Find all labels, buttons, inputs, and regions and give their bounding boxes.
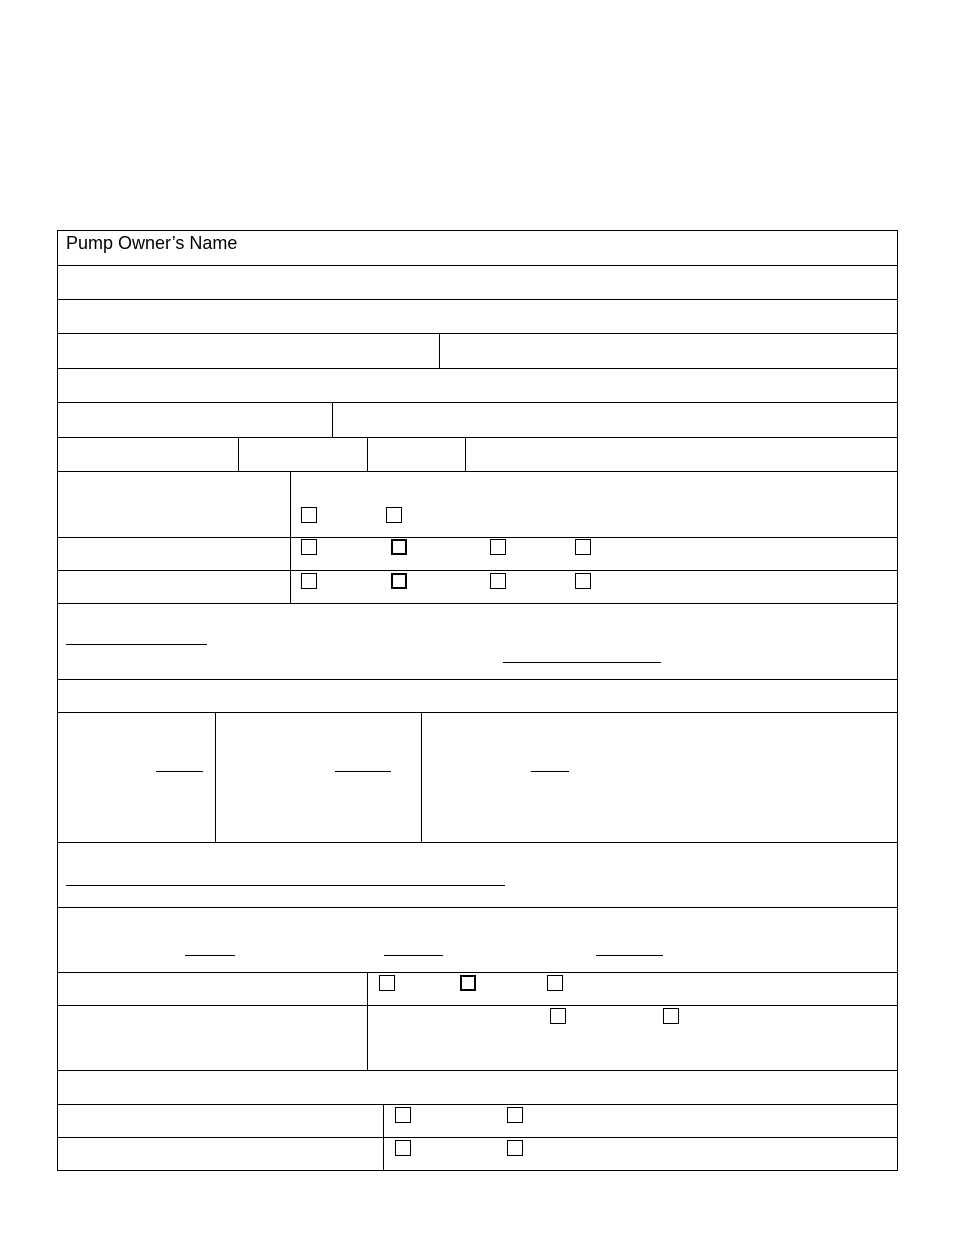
row-divider bbox=[57, 402, 898, 403]
checkbox[interactable] bbox=[550, 1008, 566, 1024]
checkbox[interactable] bbox=[507, 1107, 523, 1123]
checkbox[interactable] bbox=[460, 975, 476, 991]
row-divider bbox=[57, 1137, 898, 1138]
checkbox[interactable] bbox=[391, 539, 407, 555]
row-divider bbox=[57, 1104, 898, 1105]
column-divider bbox=[383, 1104, 384, 1171]
row-divider bbox=[57, 368, 898, 369]
blank-line bbox=[384, 955, 443, 956]
column-divider bbox=[421, 712, 422, 842]
checkbox[interactable] bbox=[391, 573, 407, 589]
column-divider bbox=[439, 333, 440, 368]
checkbox[interactable] bbox=[395, 1107, 411, 1123]
checkbox[interactable] bbox=[386, 507, 402, 523]
blank-line bbox=[503, 662, 661, 663]
column-divider bbox=[367, 437, 368, 471]
blank-line bbox=[185, 955, 235, 956]
row-divider bbox=[57, 1070, 898, 1071]
row-divider bbox=[57, 907, 898, 908]
checkbox[interactable] bbox=[547, 975, 563, 991]
checkbox[interactable] bbox=[379, 975, 395, 991]
checkbox[interactable] bbox=[507, 1140, 523, 1156]
row-divider bbox=[57, 1005, 898, 1006]
column-divider bbox=[332, 402, 333, 437]
blank-line bbox=[66, 644, 207, 645]
column-divider bbox=[367, 972, 368, 1070]
checkbox[interactable] bbox=[663, 1008, 679, 1024]
row-divider bbox=[57, 603, 898, 604]
row-divider bbox=[57, 679, 898, 680]
blank-line bbox=[156, 771, 203, 772]
row-divider bbox=[57, 299, 898, 300]
row-divider bbox=[57, 842, 898, 843]
blank-line bbox=[335, 771, 391, 772]
blank-line bbox=[596, 955, 663, 956]
blank-line bbox=[66, 885, 505, 886]
checkbox[interactable] bbox=[301, 507, 317, 523]
row-divider bbox=[57, 537, 898, 538]
column-divider bbox=[465, 437, 466, 471]
row-divider bbox=[57, 471, 898, 472]
checkbox[interactable] bbox=[490, 539, 506, 555]
checkbox[interactable] bbox=[575, 539, 591, 555]
checkbox[interactable] bbox=[301, 573, 317, 589]
column-divider bbox=[238, 437, 239, 471]
blank-line bbox=[531, 771, 569, 772]
checkbox[interactable] bbox=[490, 573, 506, 589]
pump-owner-name-label: Pump Owner’s Name bbox=[66, 233, 238, 253]
row-divider bbox=[57, 570, 898, 571]
row-divider bbox=[57, 333, 898, 334]
row-divider bbox=[57, 712, 898, 713]
checkbox[interactable] bbox=[395, 1140, 411, 1156]
checkbox[interactable] bbox=[575, 573, 591, 589]
form-frame bbox=[57, 230, 898, 1171]
row-divider bbox=[57, 265, 898, 266]
column-divider bbox=[215, 712, 216, 842]
row-divider bbox=[57, 972, 898, 973]
checkbox[interactable] bbox=[301, 539, 317, 555]
column-divider bbox=[290, 471, 291, 603]
row-divider bbox=[57, 437, 898, 438]
